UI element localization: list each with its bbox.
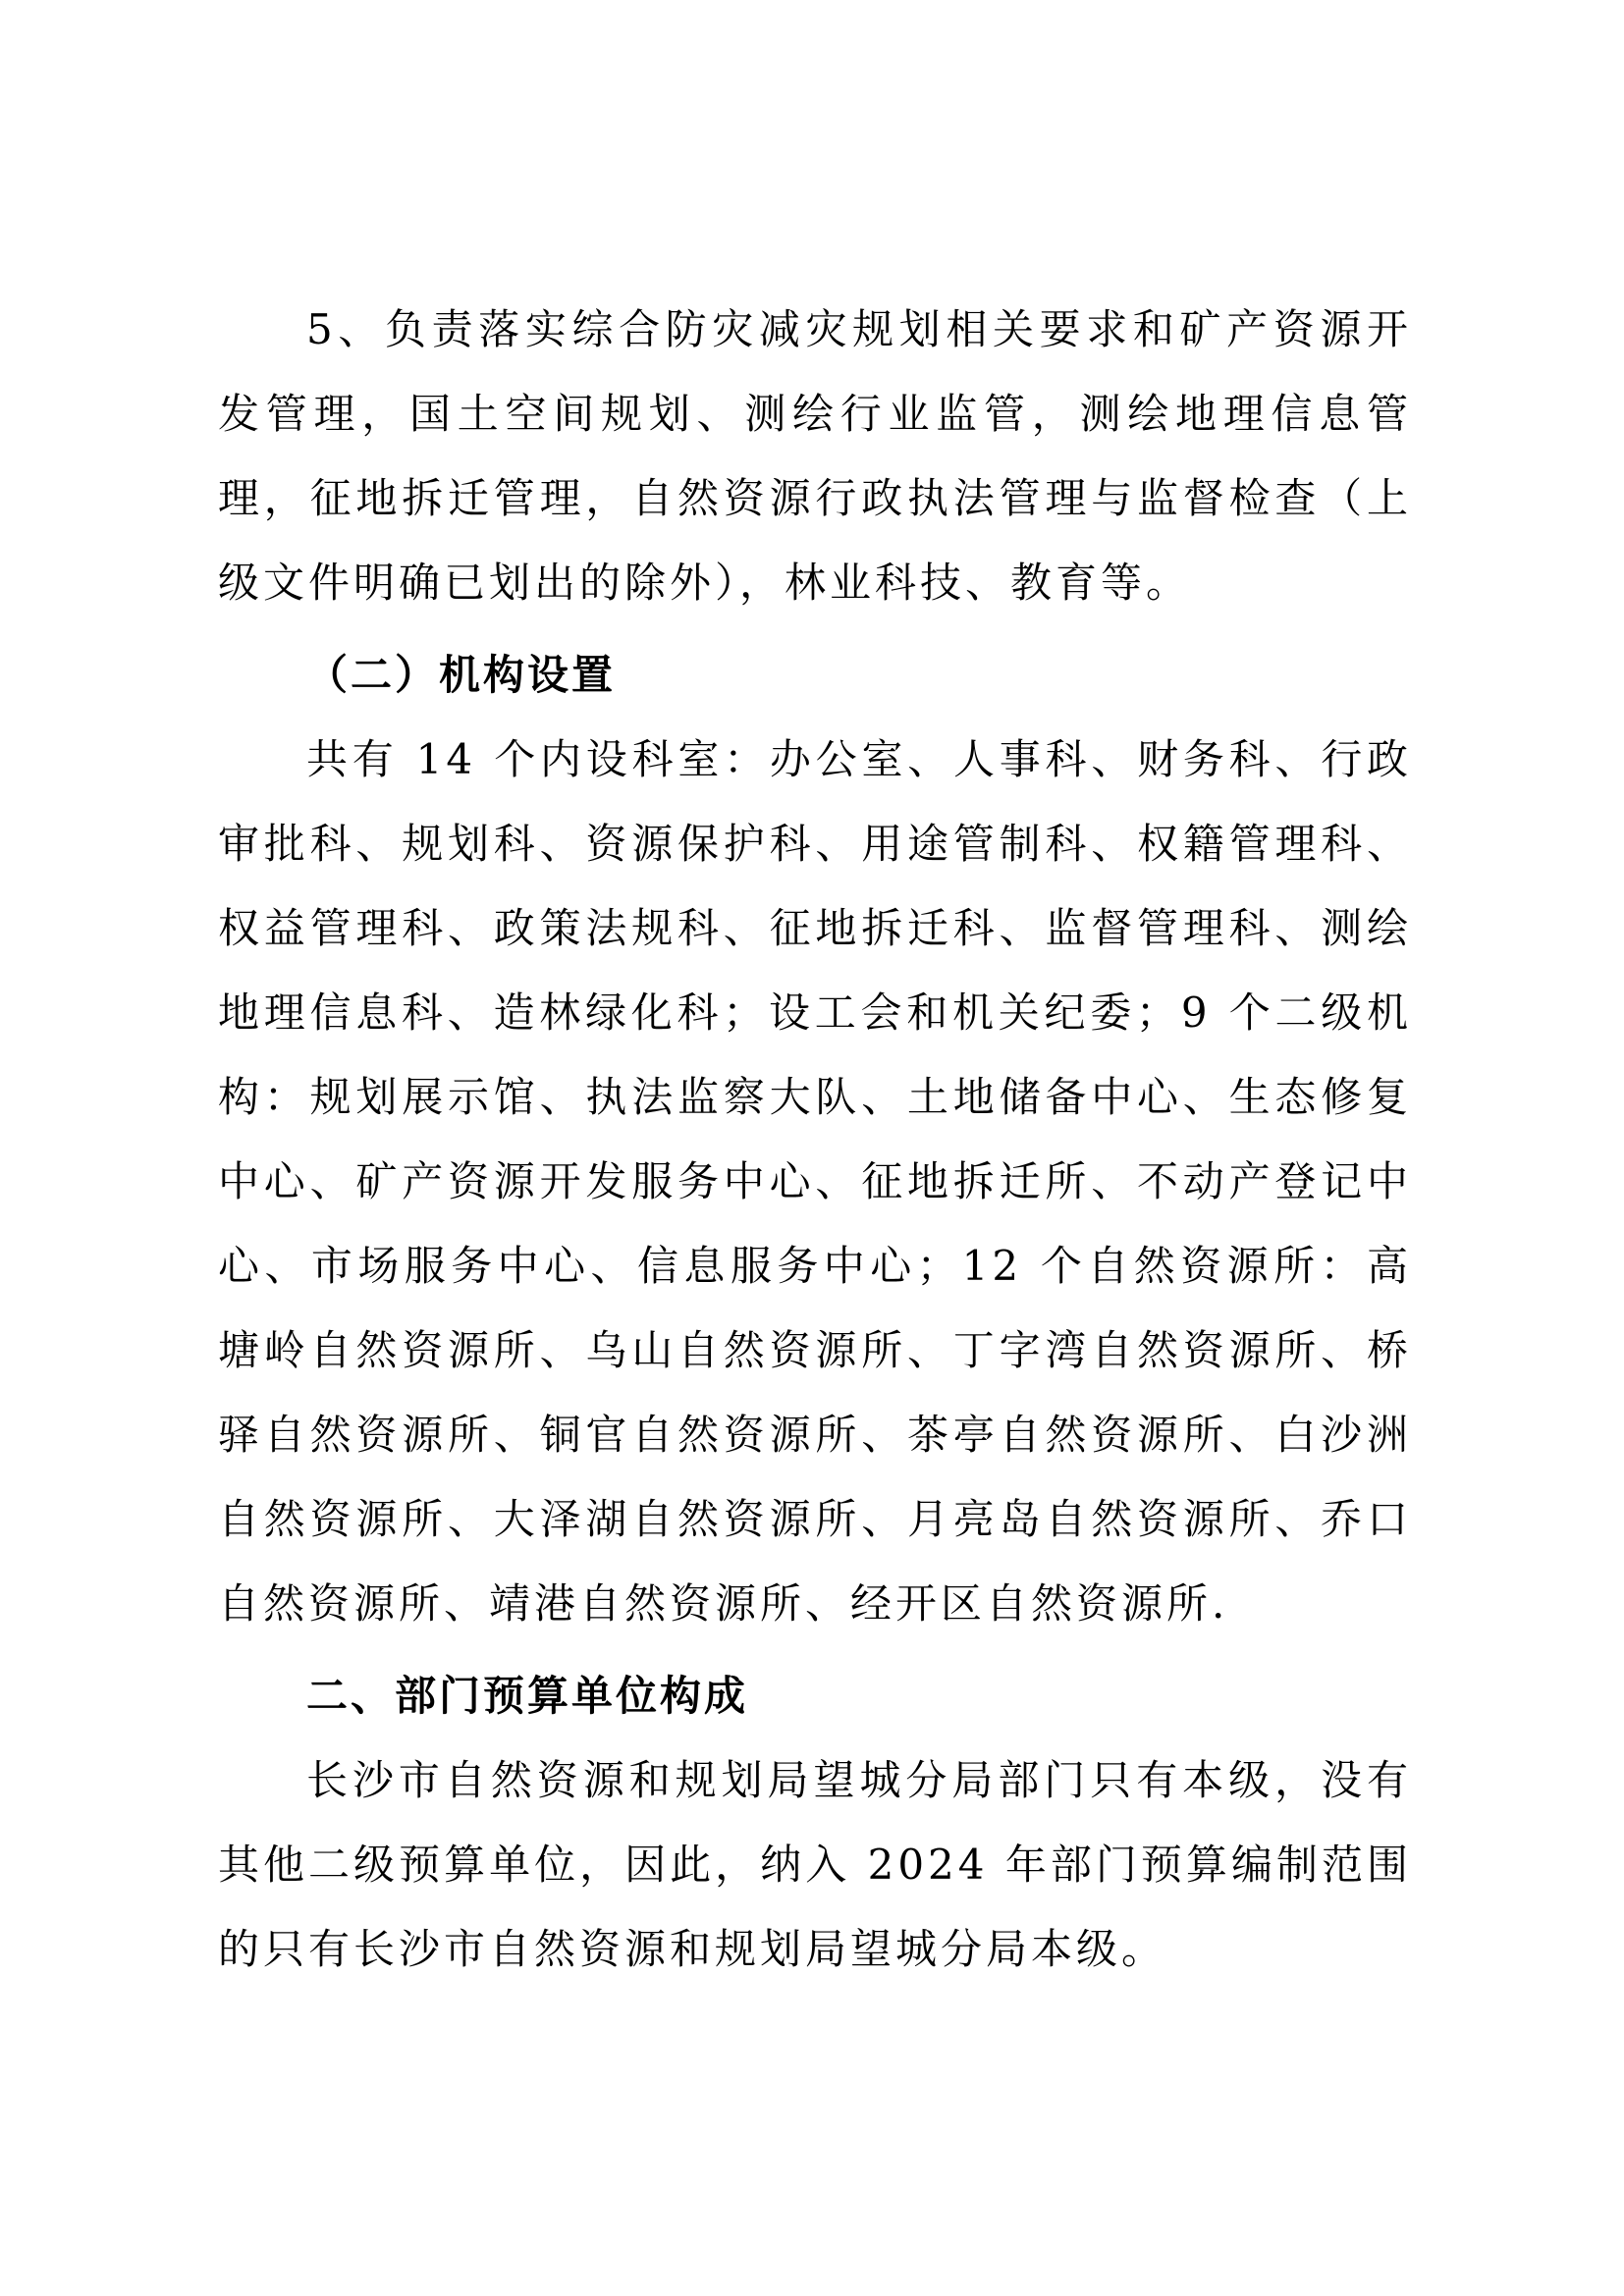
section-heading-organization: （二）机构设置	[306, 651, 617, 699]
section-heading-budget-units: 二、部门预算单位构成	[306, 1672, 749, 1720]
paragraph-budget-units: 长沙市自然资源和规划局望城分局部门只有本级，没有其他二级预算单位，因此，纳入 2024 年部门预算编制范围的只有长沙市自然资源和规划局望城分局本级。	[218, 1756, 1412, 1973]
paragraph-organization-setup: 共有 14 个内设科室：办公室、人事科、财务科、行政审批科、规划科、资源保护科、用途管制科、权籍管理科、权益管理科、政策法规科、征地拆迁科、监督管理科、测绘地理信息科、造林绿化科；设工会和机关纪委；9 个二级机构：规划展示馆、执法监察大队、土地储备中心、生态修复中心、矿产资源开发服务中心、征地拆迁所、不动产登记中心、市场服务中心、信息服务中心；12 个自然资源所：高塘岭自然资源所、乌山自然资源所、丁字湾自然资源所、桥驿自然资源所、铜官自然资源所、茶亭自然资源所、白沙洲自然资源所、大泽湖自然资源所、月亮岛自然资源所、乔口自然资源所、靖港自然资源所、经开区自然资源所.	[218, 735, 1412, 1628]
paragraph-responsibility-5: 5、负责落实综合防灾减灾规划相关要求和矿产资源开发管理，国土空间规划、测绘行业监管，测绘地理信息管理，征地拆迁管理，自然资源行政执法管理与监督检查（上级文件明确已划出的除外），林业科技、教育等。	[218, 305, 1412, 607]
